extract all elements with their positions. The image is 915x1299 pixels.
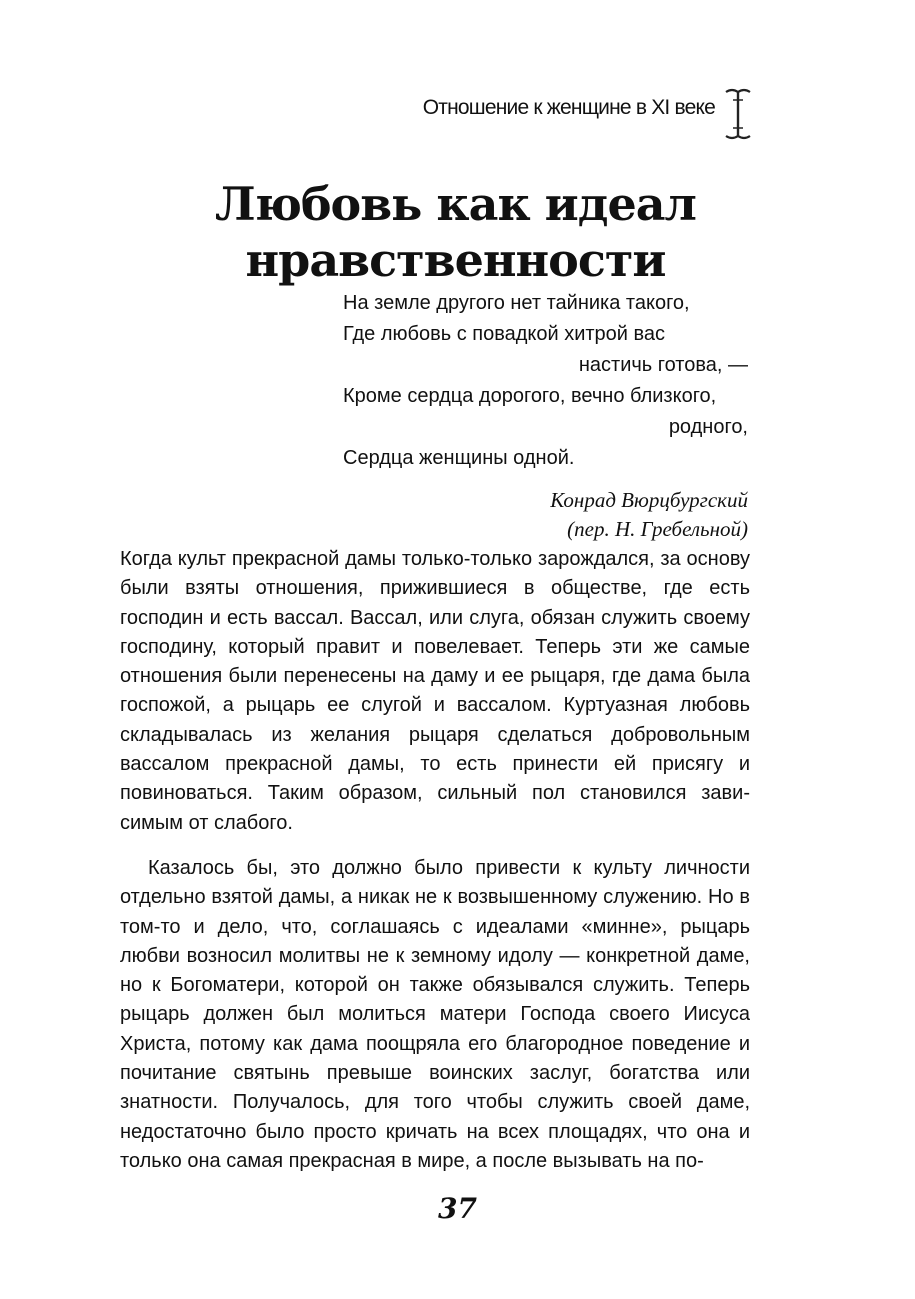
epigraph-attribution (343, 486, 748, 544)
epigraph-translator: (пер. Н. Гребельной) (567, 517, 748, 541)
chapter-title (0, 176, 913, 288)
epigraph-line: настичь готова, — (578, 354, 748, 376)
epigraph-line: Где любовь с повадкой хитрой вас (343, 323, 666, 345)
epigraph-author: Конрад Вюрцбургский (550, 488, 748, 512)
epigraph-line: На земле другого нет тайника такого, (343, 292, 690, 314)
paragraph: Когда культ прекрасной дамы только-только зарождался, за основу были взяты отношения, прижившиеся в обществе, где есть господин и есть вассал. Вассал, или слуга, обязан служить своему господину, который правит и повелевает. Теперь эти же самые отношения были перенесены на даму и ее рыцаря, где дама была госпожой, а рыцарь ее слугой и вассалом. Куртуазная любовь складывалась из желания рыцаря сделаться добровольным вассалом прекрасной дамы, то есть принести ей присягу и повиноваться. Таким образом, сильный пол становился зависимым от слабого. (120, 548, 750, 834)
chapter-title-line-2: нравственности (245, 233, 666, 287)
epigraph-line: Сердца женщины одной. (343, 447, 575, 469)
paragraph: Казалось бы, это должно было привести к культу личности отдельно взятой дамы, а никак не к возвышенному служению. Но в том-то и дело, что, соглашаясь с идеалами «минне», рыцарь любви возносил молитвы не к земному идолу — конкретной даме, но к Богоматери, которой он также обязывался служить. Теперь рыцарь должен был молиться матери Господа своего Иисуса Христа, потому как дама поощряла его благородное поведение и почитание святынь превыше воинских заслуг, богатства или знатности. Получалось, для того чтобы служить своей даме, недостаточно было просто кричать на всех площадях, что она и только она самая прекрасная в мире, а после вызывать на по- (120, 856, 750, 1172)
bracket-ornament-icon (722, 86, 756, 142)
chapter-title-line-1: Любовь как идеал (215, 177, 696, 231)
epigraph-line: родного, (668, 416, 748, 438)
page-number: 37 (438, 1192, 477, 1225)
epigraph-line: Кроме сердца дорогого, вечно близкого, (343, 385, 717, 407)
running-head: Отношение к женщине в XI веке (422, 96, 715, 119)
body-text (120, 545, 750, 1176)
epigraph (343, 288, 748, 544)
